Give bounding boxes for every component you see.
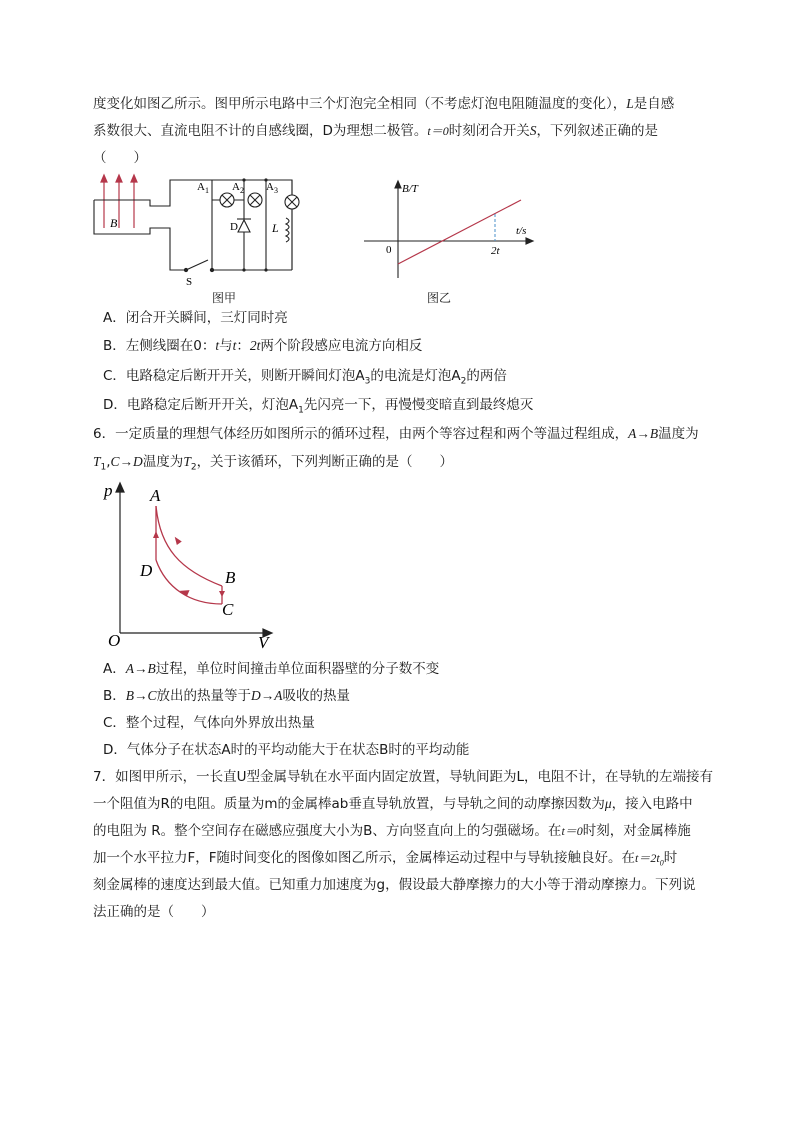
state-c-label: C: [222, 600, 234, 619]
magnetic-field-arrows: [101, 175, 137, 228]
x-axis-label: t/s: [516, 225, 527, 237]
axis-label-v: V: [258, 633, 269, 652]
q5-answer-bracket: （ ）: [93, 150, 147, 166]
label-switch: S: [186, 276, 193, 288]
q5-stem-line1: 度变化如图乙所示。图甲所示电路中三个灯泡完全相同（不考虑灯泡电阻随温度的变化），L是自感: [93, 96, 675, 112]
label-a1: A: [197, 181, 205, 193]
axis-label-p: p: [104, 481, 113, 500]
origin-label-o: O: [108, 631, 121, 650]
q7-stem-line2: 一个阻值为R的电阻。质量为m的金属棒ab垂直导轨放置，与导轨之间的动摩擦因数为μ，接入电路中: [93, 796, 693, 812]
q5-option-d: D．电路稳定后断开开关，灯泡$A_1$先闪亮一下，再慢慢变暗直到最终熄灭: [103, 397, 534, 416]
q5-option-b: B．左侧线圈在0：t与t：2t两个阶段感应电流方向相反: [103, 338, 423, 354]
q7-stem-line1: 7．如图甲所示，一长直U型金属导轨在水平面内固定放置，导轨间距为L，电阻不计，在导轨的左端接有: [93, 769, 713, 785]
label-a2: A: [232, 181, 240, 193]
figure-jia-caption: 图甲: [212, 291, 237, 305]
state-d-label: D: [140, 561, 153, 580]
q7-stem-line3: 的电阻为 R。整个空间存在磁感应强度大小为B、方向竖直向上的匀强磁场。在t＝0时刻，对金属棒施: [93, 823, 691, 839]
lamp-a1-icon: [220, 193, 234, 207]
figure-yi-caption: 图乙: [427, 291, 452, 305]
q5-option-c: C．电路稳定后断开开关，则断开瞬间灯泡$A_3$的电流是灯泡$A_2$的两倍: [103, 368, 507, 387]
q5-figure-yi-graph: [360, 178, 535, 288]
y-axis-label: B/T: [402, 183, 418, 195]
label-a3: A: [266, 181, 274, 193]
svg-text:2: 2: [240, 186, 244, 195]
q5-stem-line2: 系数很大、直流电阻不计的自感线圈，D为理想二极管。t＝0时刻闭合开关S，下列叙述正确的是: [93, 123, 658, 139]
state-b-label: B: [225, 568, 236, 587]
q7-stem-line6: 法正确的是（ ）: [93, 904, 215, 920]
svg-text:3: 3: [274, 186, 278, 195]
label-field-b: B: [110, 216, 118, 230]
svg-text:1: 1: [205, 186, 209, 195]
q6-option-c: C．整个过程，气体向外界放出热量: [103, 715, 315, 731]
q6-stem-line2: $T_1,C\to D$温度为$T_2$，关于该循环，下列判断正确的是（ ）: [93, 454, 454, 473]
q6-stem-line1: 6．一定质量的理想气体经历如图所示的循环过程，由两个等容过程和两个等温过程组成，A→B温度为: [93, 426, 699, 442]
q5-figure-jia-circuit: [90, 172, 305, 290]
q6-option-d: D．气体分子在状态A时的平均动能大于在状态B时的平均动能: [103, 742, 470, 758]
q7-stem-line4: 加一个水平拉力F，F随时间变化的图像如图乙所示，金属棒运动过程中与导轨接触良好。在$t=2t_0$时: [93, 850, 678, 868]
label-inductor: L: [272, 221, 279, 235]
q5-option-a: A．闭合开关瞬间，三灯同时亮: [103, 310, 288, 326]
q7-stem-line5: 刻金属棒的速度达到最大值。已知重力加速度为g，假设最大静摩擦力的大小等于滑动摩擦力。下列说: [93, 877, 696, 893]
state-a-label: A: [150, 486, 161, 505]
origin-label: 0: [386, 244, 392, 256]
label-diode: D: [230, 221, 238, 233]
cycle-path: [156, 506, 222, 604]
b-t-line: [398, 200, 521, 264]
inductor-coil-icon: [286, 218, 289, 242]
cycle-arrows: [153, 531, 225, 598]
diode-icon: [237, 219, 251, 232]
tick-2t-label: 2t: [491, 245, 500, 257]
lamp-a3-icon: [285, 195, 299, 209]
q6-option-a: A．A→B过程，单位时间撞击单位面积器壁的分子数不变: [103, 661, 440, 677]
lamp-a2-icon: [248, 193, 262, 207]
q6-figure-pv-cycle: [100, 478, 280, 653]
q6-option-b: B．B→C放出的热量等于D→A吸收的热量: [103, 688, 351, 704]
